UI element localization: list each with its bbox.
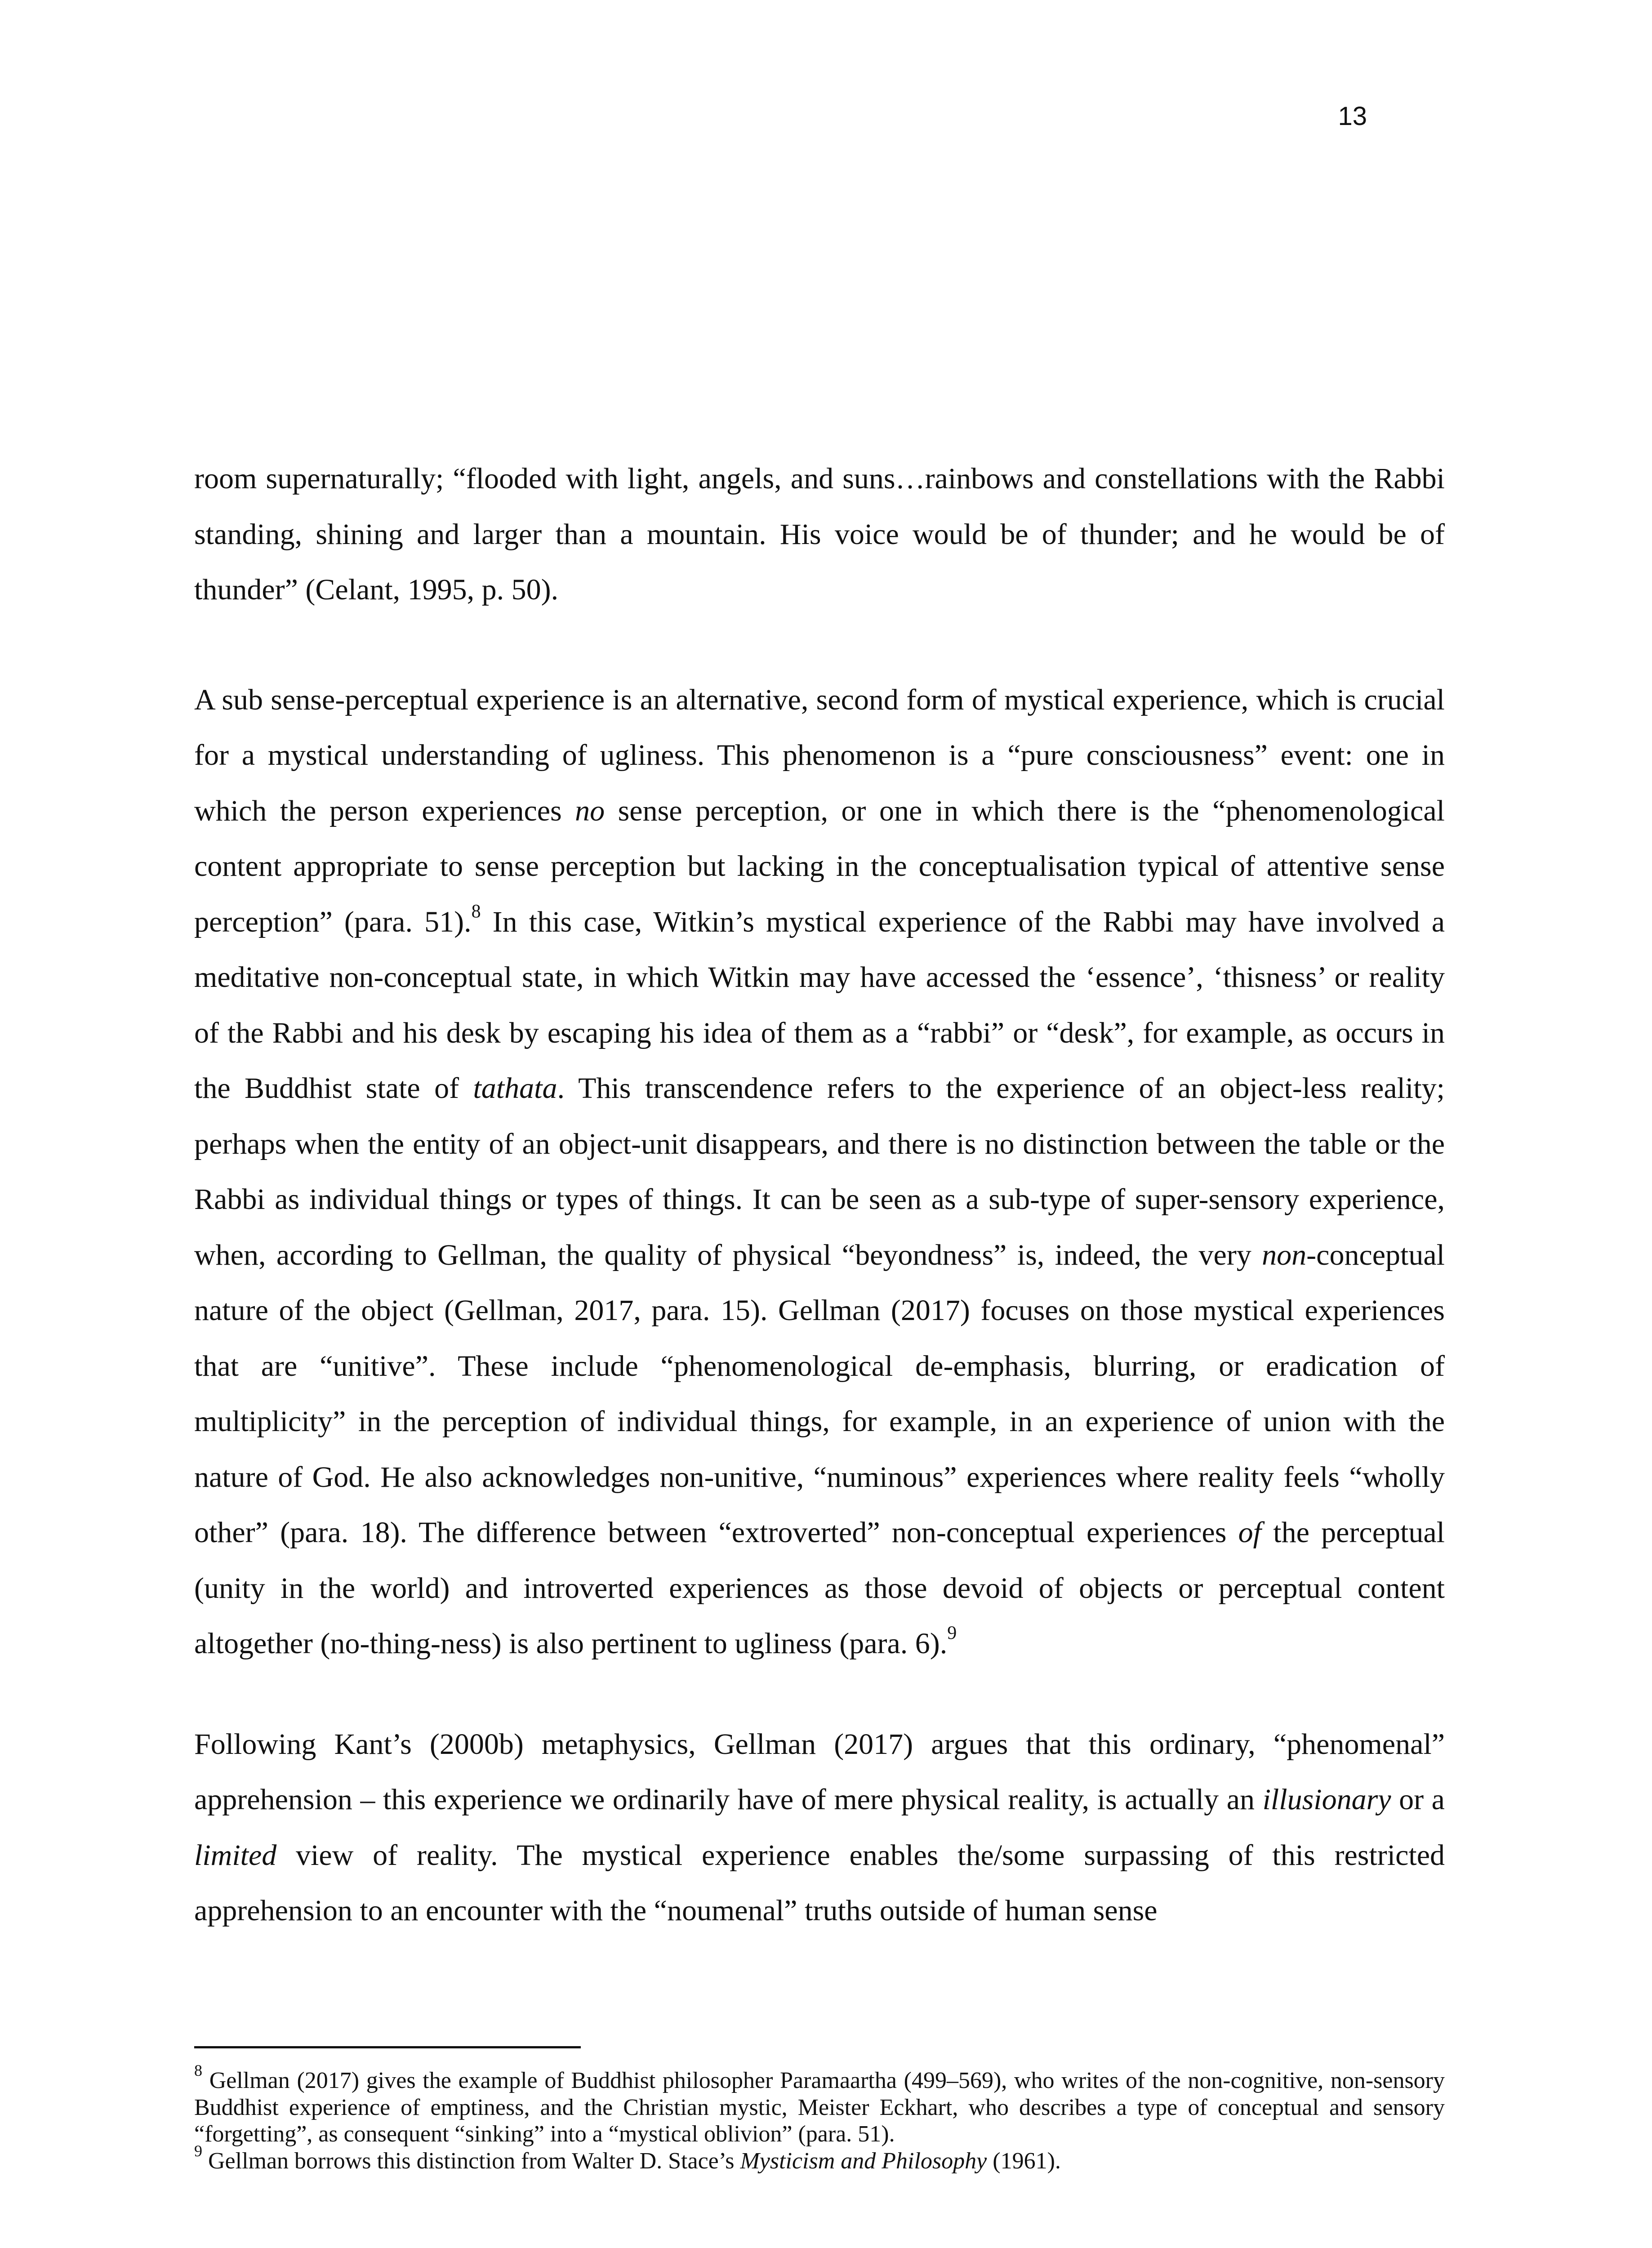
footnote-9-text-a: Gellman borrows this distinction from Walter D. Stace’s [202,2148,740,2174]
paragraph-3-text-c: or a [1391,1783,1445,1816]
footnote-8-marker: 8 [194,2061,202,2079]
emphasis-tathata: tathata [473,1072,557,1105]
paragraph-2 [194,672,1445,1672]
page-number: 13 [1338,102,1367,131]
paragraph-3-text-a: Following Kant’s (2000b) metaphysics, Gellman (2017) argues that this ordinary, “phenomenal” apprehension – this experience we ordinarily have of mere physical reality, is actually an [194,1727,1445,1816]
footnote-ref-8[interactable]: 8 [471,901,481,922]
paragraph-2-text-f: . This transcendence refers to the experience of an object-less reality; perhaps when the entity of an object-unit disappears, and there is no distinction between the table or the Rabbi as individual things or types of things. It can be seen as a sub-type of super-sensory experience, when, according to Gellman, the quality of physical “beyondness” is, indeed, the very [194,1072,1445,1271]
emphasis-limited: limited [194,1838,277,1872]
emphasis-illusionary: illusionary [1262,1783,1391,1816]
footnote-8-text: Gellman (2017) gives the example of Buddhist philosopher Paramaartha (499–569), who writes of the non-cognitive, non-sensory Buddhist experience of emptiness, and the Christian mystic, Meister Eckhart, who describes a type of conceptual and sensory “forgetting”, as consequent “sinking” into a “mystical oblivion” (para. 51). [194,2068,1445,2147]
emphasis-no: no [575,794,605,827]
paragraph-3 [194,1717,1445,1939]
footnote-9-text-b: (1961). [987,2148,1061,2174]
paragraph-2-text-a: A sub sense-perceptual experience is an alternative, second form of mystical experience, which is crucial for a mystical understanding of ugliness. This phenomenon is a “pure consciousness” event: one in which the person experiences [194,683,1445,827]
paragraph-2-text-d: In this case, Witkin’s mystical experience of the Rabbi may have involved a meditative non-conceptual state, in which Witkin may have accessed the ‘essence’, ‘thisness’ or reality of the Rabbi and his desk by escaping his idea of them as a “rabbi” or “desk”, for example, as occurs in the Buddhist state of [194,905,1445,1105]
emphasis-non: non [1262,1238,1307,1271]
paragraph-1 [194,451,1445,618]
footnote-9-book-title: Mysticism and Philosophy [740,2148,987,2174]
footnote-separator [194,2046,581,2048]
paragraph-spacer [194,618,1445,672]
body-text [194,451,1445,1939]
paragraph-2-text-j: the perceptual (unity in the world) and introverted experiences as those devoid of objects or perceptual content altogether (no-thing-ness) is also pertinent to ugliness (para. 6). [194,1516,1445,1660]
paragraph-2-text-h: -conceptual nature of the object (Gellman, 2017, para. 15). Gellman (2017) focuses on those mystical experiences that are “unitive”. These include “phenomenological de-emphasis, blurring, or eradication of multiplicity” in the perception of individual things, for example, in an experience of union with the nature of God. He also acknowledges non-unitive, “numinous” experiences where reality feels “wholly other” (para. 18). The difference between “extroverted” non-conceptual experiences [194,1238,1445,1549]
paragraph-3-text-e: view of reality. The mystical experience enables the/some surpassing of this restricted apprehension to an encounter with the “noumenal” truths outside of human sense [194,1838,1445,1927]
paragraph-2-text-c: sense perception, or one in which there is the “phenomenological content appropriate to sense perception but lacking in the conceptualisation typical of attentive sense perception” (para. 51). [194,794,1445,938]
paragraph-spacer [194,1672,1445,1717]
paragraph-1-text: room supernaturally; “flooded with light, angels, and suns…rainbows and constellations with the Rabbi standing, shining and larger than a mountain. His voice would be of thunder; and he would be of thunder” (Celant, 1995, p. 50). [194,462,1445,606]
footnote-ref-9[interactable]: 9 [947,1623,957,1644]
footnotes [194,2061,1445,2174]
footnote-8 [194,2061,1445,2148]
footnote-9 [194,2141,1445,2175]
emphasis-of: of [1238,1516,1262,1549]
footnote-9-marker: 9 [194,2141,202,2160]
